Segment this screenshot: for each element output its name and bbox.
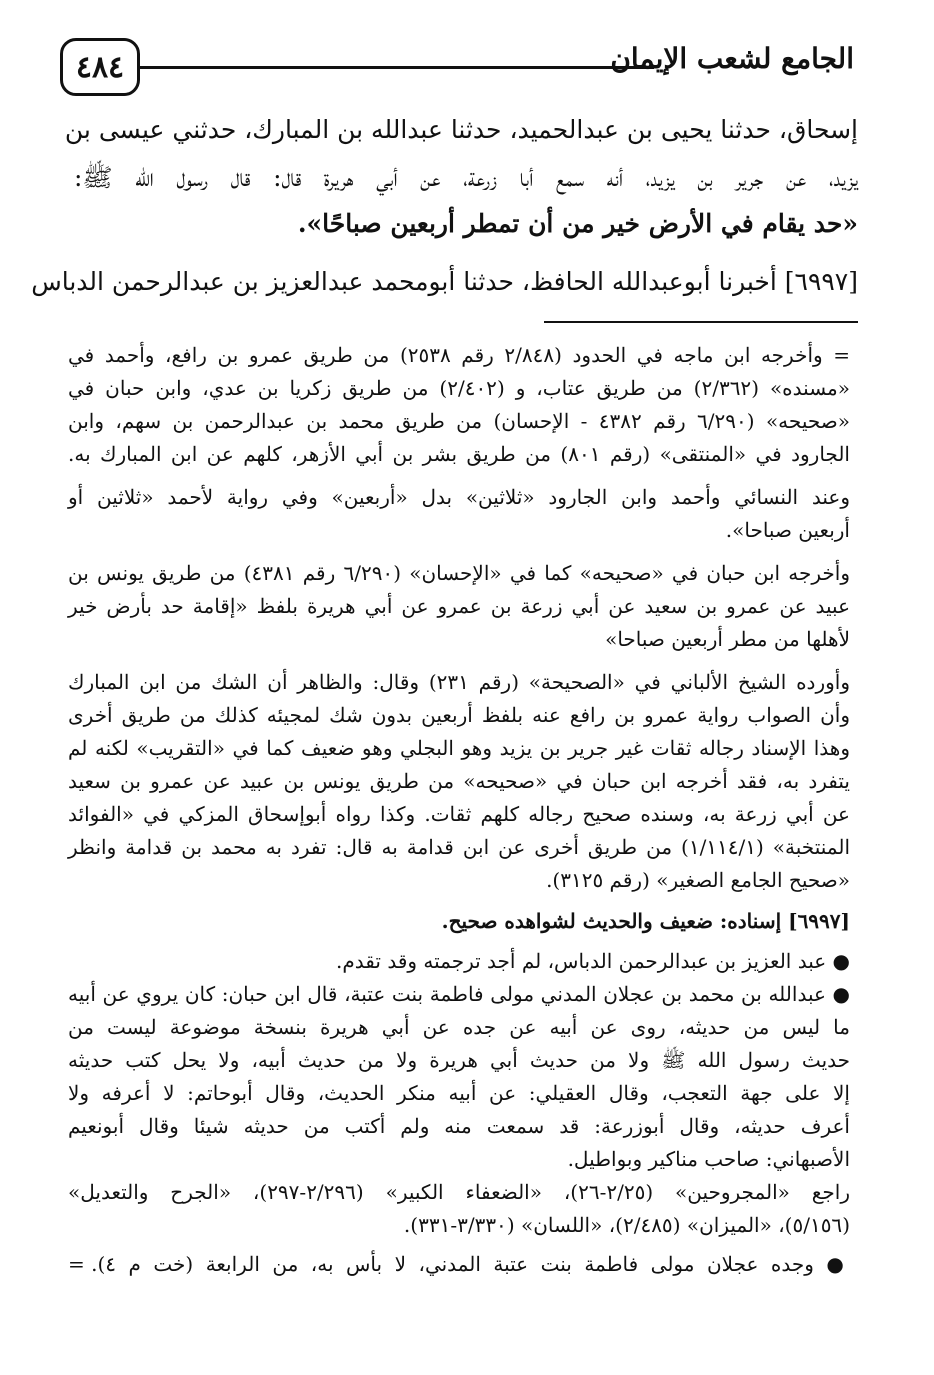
footnote-line: وعند النسائي وأحمد وابن الجارود «ثلاثين» بدل «أربعين» وفي رواية لأحمد «ثلاثين أو (68, 485, 850, 509)
hadith-number-line: [٦٩٩٧] أخبرنا أبوعبدالله الحافظ، حدثنا أبومحمد عبدالعزيز بن عبدالرحمن الدباس (31, 267, 858, 296)
footnote-line: إلا على جهة التعجب، وقال العقيلي: عن أبيه منكر الحديث، وقال أبوحاتم: لا أعرفه ولا (68, 1081, 850, 1105)
footnote-line: «صحيح الجامع الصغير» (رقم ٣١٢٥). (546, 868, 850, 892)
footnote-line: المنتخبة» (١/١١٤/١) من طريق أخرى عن ابن قدامة به قال: تفرد به محمد بن قدامة وانظر (68, 835, 850, 859)
footnote-line: عن أبي زرعة به، وسنده صحيح رجاله كلهم ثقات. وكذا رواه أبوإسحاق المزكي في «الفوائد (68, 802, 850, 826)
footnote-line: وأن الصواب رواية عمرو بن رافع عنه بلفظ أربعين بدون شك لمجيئه كذلك من طريق أخرى (68, 703, 850, 727)
footnote-line: الأصبهاني: صاحب مناكير وبواطيل. (567, 1147, 850, 1171)
page-number: ٤٨٤ (60, 38, 140, 96)
footnote-line: الجارود في «المنتقى» (رقم ٨٠١) من طريق بشر بن أبي الأزهر، كلهم عن ابن المبارك به. (68, 442, 850, 466)
footnote-line: «مسنده» (٢/٣٦٢) من طريق عتاب، و (٢/٤٠٢) من طريق زكريا بن عدي، وابن حبان في (68, 376, 850, 400)
footnote-line: = وأخرجه ابن ماجه في الحدود (٢/٨٤٨ رقم ٢٥٣٨) من طريق عمرو بن رافع، وأحمد في (68, 343, 850, 367)
footnote-line: عبيد عن عمرو بن سعيد عن أبي زرعة بن عمرو عن أبي هريرة بلفظ «إقامة حد بأرض خير (68, 594, 850, 618)
footnote-line: يتفرد به، فقد أخرجه ابن حبان في «صحيحه» من طريق يونس بن عبيد عن عمرو بن سعيد (68, 769, 850, 793)
footnote-line: وأخرجه ابن حبان في «صحيحه» كما في «الإحسان» (٦/٢٩٠ رقم ٤٣٨١) من طريق يونس بن (68, 561, 851, 585)
footnote-bullet: ● عبد العزيز بن عبدالرحمن الدباس، لم أجد ترجمته وقد تقدم. (336, 949, 850, 973)
footnote-separator (544, 321, 858, 323)
header-rule (140, 66, 654, 69)
footnote-line: وهذا الإسناد رجاله ثقات غير جرير بن يزيد وهو البجلي وهو ضعيف كما في «التقريب» لكنه لم (68, 736, 850, 760)
footnote-line: وأورده الشيخ الألباني في «الصحيحة» (رقم ٢٣١) وقال: والظاهر أن الشك من ابن المبارك (68, 670, 850, 694)
page-header (60, 38, 854, 100)
footnote-line: راجع «المجروحين» (٢/٢٥-٢٦)، «الضعفاء الكبير» (٢/٢٩٦-٢٩٧)، «الجرح والتعديل» (68, 1180, 851, 1204)
footnote-line: «صحيحه» (٦/٢٩٠ رقم ٤٣٨٢ - الإحسان) من طريق محمد بن عبدالرحمن بن سهم، وابن (68, 409, 850, 433)
footnote-line: لأهلها من مطر أربعين صباحا» (605, 627, 850, 651)
footnote-line: ما ليس من حديثه، روى عن أبيه عن جده عن أبي هريرة بنسخة موضوعة ليست من (68, 1015, 850, 1039)
footnote-line: أربعين صباحا». (725, 518, 850, 542)
footnote-bullet: ● وجده عجلان مولى فاطمة بنت عتبة المدني، لا بأس به، من الرابعة (خت م ٤). = (68, 1252, 850, 1276)
footnote-line: أعرف حديثه، وقال أبوزرعة: قد سمعت منه ولم أكتب من حديثه شيئا وقال أبونعيم (68, 1114, 850, 1138)
footnote-bullet: ● عبدالله بن محمد بن عجلان المدني مولى فاطمة بنت عتبة، قال ابن حبان: كان يروي عن أبيه (68, 982, 850, 1006)
main-text-line: إسحاق، حدثنا يحيى بن عبدالحميد، حدثنا عبدالله بن المبارك، حدثني عيسى بن (64, 115, 858, 144)
footnote-line: (٥/١٥٦)، «الميزان» (٢/٤٨٥)، «اللسان» (٣/٣٣٠-٣٣١). (403, 1213, 850, 1237)
hadith-quote: «حد يقام في الأرض خير من أن تمطر أربعين صباحًا». (297, 209, 858, 238)
isnad-heading: [٦٩٩٧] إسناده: ضعيف والحديث لشواهده صحيح. (441, 909, 850, 933)
footnote-line: حديث رسول الله ﷺ ولا من حديث أبي هريرة ولا من حديث أبيه، ولا يحل كتب حديثه (68, 1048, 850, 1072)
running-title: الجامع لشعب الإيمان (610, 42, 854, 75)
main-text-line: يزيد، عن جرير بن يزيد، أنه سمع أبا زرعة، عن أبي هريرة قال: قال رسول الله ﷺ: (74, 163, 858, 192)
